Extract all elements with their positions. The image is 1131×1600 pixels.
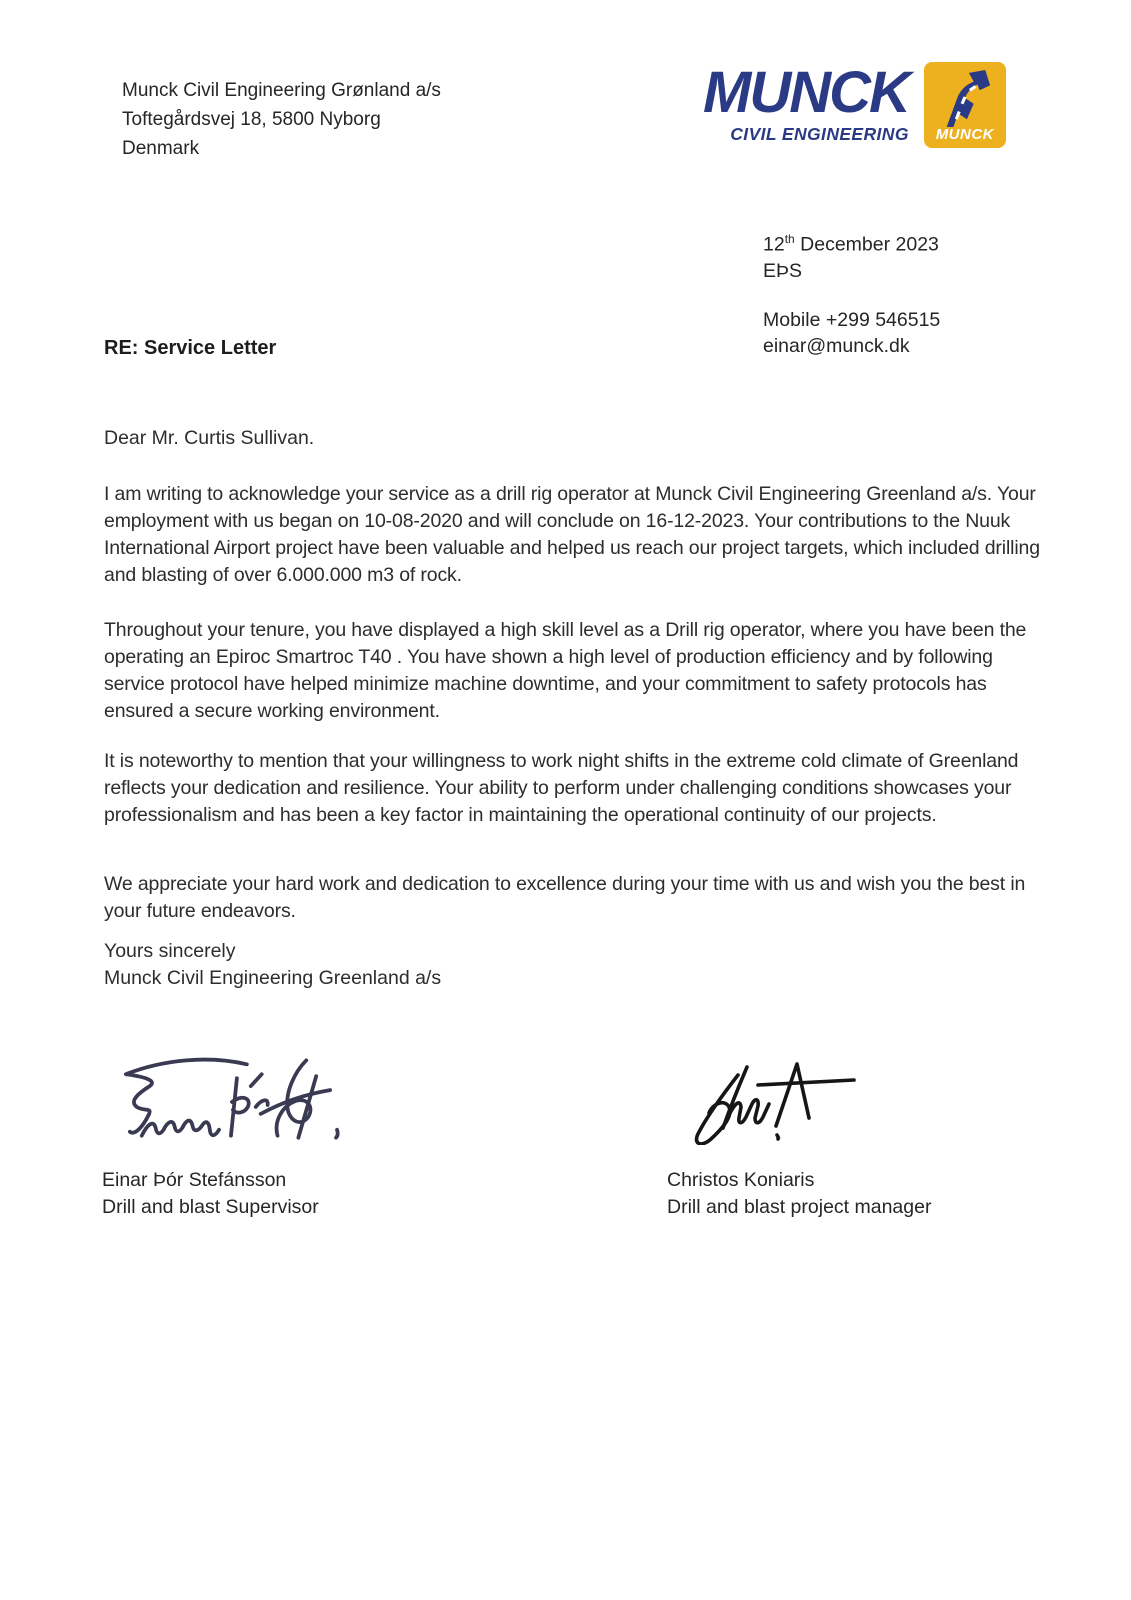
logo-text [703,62,909,145]
signatory-name: Einar Þór Stefánsson [102,1169,287,1191]
signatory-name: Christos Koniaris [667,1169,815,1191]
body-paragraph-2: Throughout your tenure, you have displayed a high skill level as a Drill rig operator, where you have been the operating an Epiroc Smartroc T40 . You have shown a high level of production efficiency and by following service protocol have helped minimize machine downtime, and your commitment to safety protocols has ensured a secure working environment. [104,619,1027,722]
logo-tagline: CIVIL ENGINEERING [730,124,909,145]
email-address: einar@munck.dk [763,334,910,357]
sender-company: Munck Civil Engineering Grønland a/s [122,80,441,101]
date-day: 12 [763,233,785,256]
logo-wordmark: MUNCK [703,60,909,125]
meta-spacer [763,284,940,307]
company-logo [703,62,1006,148]
body-paragraph-1: I am writing to acknowledge your service as a drill rig operator at Munck Civil Engineering Greenland a/s. Your employment with us began on 10-08-2020 and will conclude on 16-12-2023. Your contributions to the Nuuk International Airport project have been valuable and helped us reach our project targets, which included drilling and blasting of over 6.000.000 m3 of rock. [104,483,1040,586]
signatory-block-christos [667,1167,931,1220]
date-suffix: th [784,232,795,246]
logo-badge [924,62,1006,148]
signature-einar-icon [112,1052,340,1147]
closing-company: Munck Civil Engineering Greenland a/s [104,967,442,989]
mobile-number: Mobile +299 546515 [763,308,941,331]
letter-date [763,226,940,258]
letter-meta [763,226,940,359]
subject-line: RE: Service Letter [104,337,277,359]
sender-street: Toftegårdsvej 18, 5800 Nyborg [122,109,381,130]
sender-country: Denmark [122,138,200,159]
signatory-title: Drill and blast Supervisor [102,1195,319,1218]
road-icon [935,69,995,127]
sender-address [122,76,441,163]
body-paragraph-4: We appreciate your hard work and dedication to excellence during your time with us and wish you the best in your future endeavors. [104,873,1026,922]
signatory-block-einar [102,1167,319,1220]
closing-line: Yours sincerely [104,940,236,962]
signatory-title: Drill and blast project manager [667,1195,932,1218]
sender-initials: EÞS [763,259,803,282]
salutation: Dear Mr. Curtis Sullivan. [104,427,315,449]
body-paragraph-3: It is noteworthy to mention that your willingness to work night shifts in the extreme cold climate of Greenland reflects your dedication and resilience. Your ability to perform under challenging conditions showcases your professionalism and has been a key factor in maintaining the operational continuity of our projects. [104,750,1019,826]
signature-christos-icon [684,1055,860,1145]
logo-badge-text: MUNCK [935,126,995,143]
date-rest: December 2023 [794,233,939,256]
closing-block [104,938,441,992]
